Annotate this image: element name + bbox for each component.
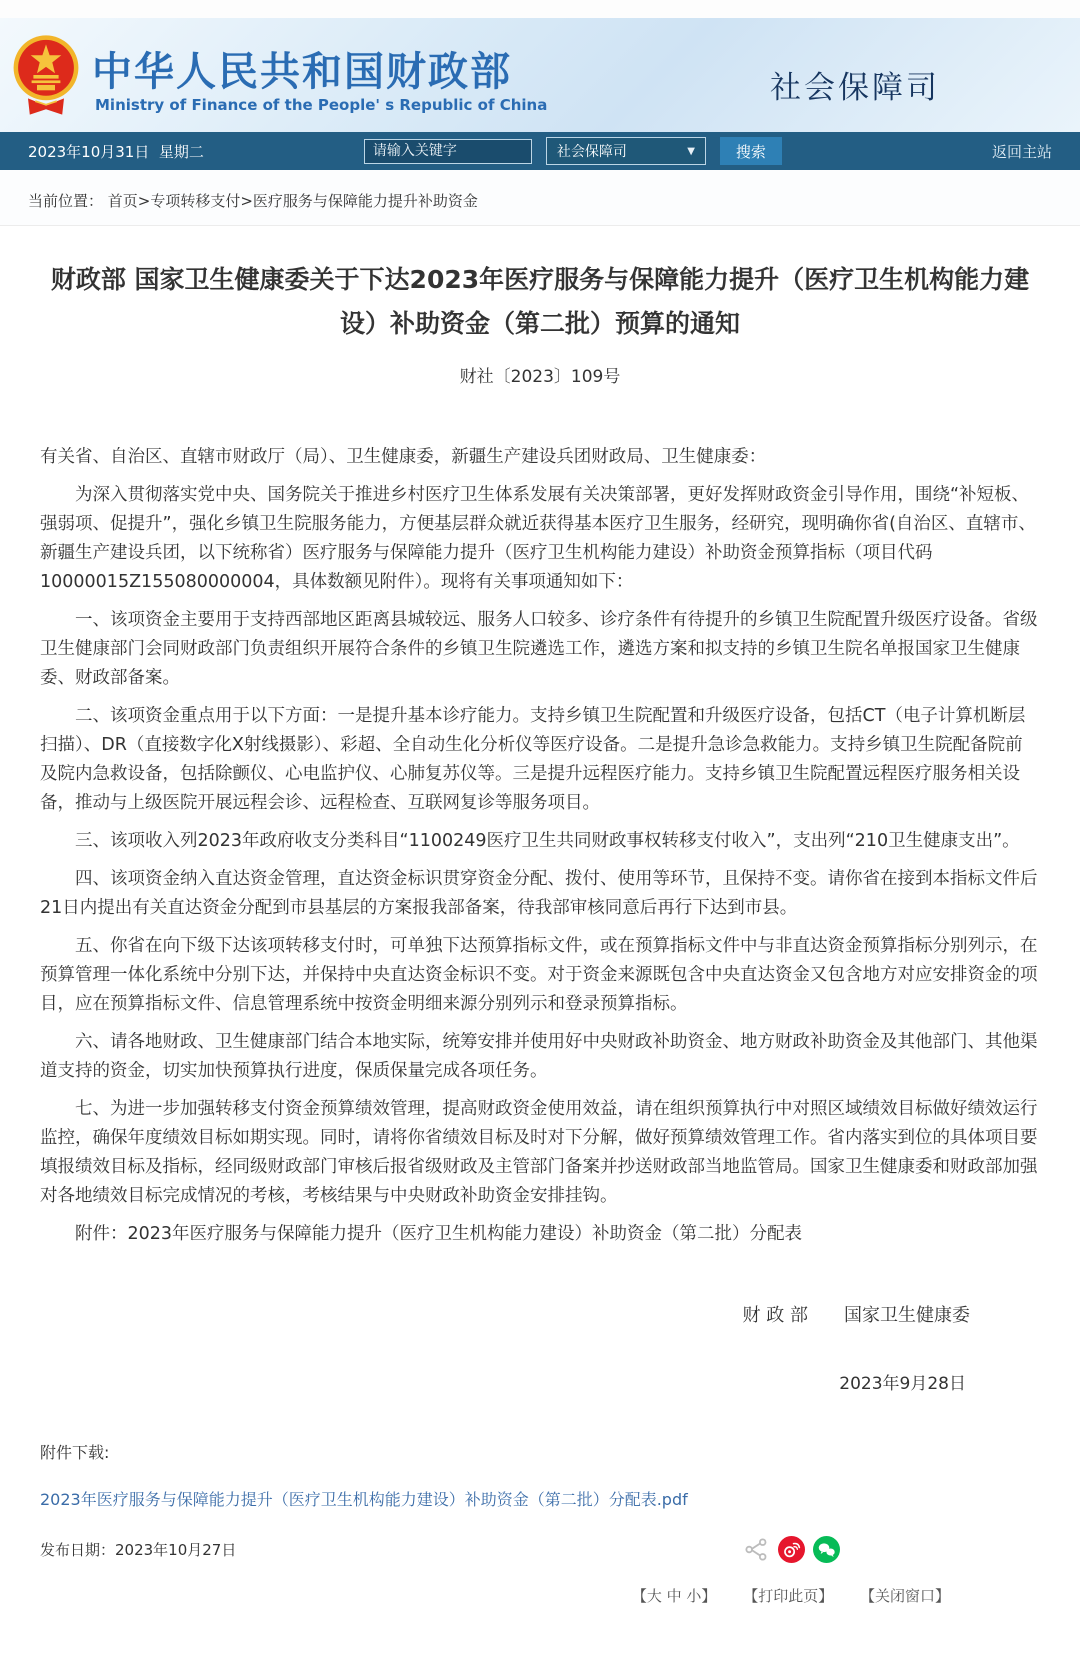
site-title: 中华人民共和国财政部 (92, 49, 512, 95)
attachment-line: 附件：2023年医疗服务与保障能力提升（医疗卫生机构能力建设）补助资金（第二批）分配表 (75, 1224, 803, 1244)
share-icon[interactable] (743, 1536, 770, 1563)
paragraph-1: 为深入贯彻落实党中央、国务院关于推进乡村医疗卫生体系发展有关决策部署，更好发挥财政资金引导作用，围绕“补短板、强弱项、促提升”，强化乡镇卫生院服务能力，方便基层群众就近获得基本医疗卫生服务，经研究，现明确你省(自治区、直辖市、新疆生产建设兵团，以下统称省）医疗服务与保障能力提升（医疗卫生机构能力建设）补助资金预算指标（项目代码10000015Z155080000004，具体数额见附件）。现将有关事项通知如下： (40, 485, 1036, 592)
signature: 财 政 部 国家卫生健康委 (742, 1305, 970, 1326)
navbar (0, 132, 1080, 170)
breadcrumb-trail[interactable]: 首页>专项转移支付>医疗服务与保障能力提升补助资金 (107, 192, 478, 210)
search-input[interactable] (364, 139, 532, 164)
breadcrumb (0, 170, 1080, 226)
document-number: 财社〔2023〕109号 (459, 367, 621, 387)
document-area (0, 258, 1080, 1606)
top-strip (0, 0, 1080, 18)
paragraph-6: 五、你省在向下级下达该项转移支付时，可单独下达预算指标文件，或在预算指标文件中与非直达资金预算指标分别列示，在预算管理一体化系统中分别下达，并保持中央直达资金标识不变。对于资金来源既包含中央直达资金又包含地方对应安排资金的项目，应在预算指标文件、信息管理系统中按资金明细来源分别列示和登录预算指标。 (40, 936, 1038, 1014)
font-size-control[interactable]: 【大 中 小】 (631, 1587, 717, 1605)
paragraph-4: 三、该项收入列2023年政府收支分类科目“1100249医疗卫生共同财政事权转移支付收入”，支出列“210卫生健康支出”。 (75, 831, 1020, 851)
share-icons (743, 1536, 840, 1563)
search-area (364, 137, 782, 165)
attachment-download-label: 附件下载: (40, 1443, 110, 1462)
paragraph-5: 四、该项资金纳入直达资金管理，直达资金标识贯穿资金分配、拨付、使用等环节，且保持不变。请你省在接到本指标文件后21日内提出有关直达资金分配到市县基层的方案报我部备案，待我部审核同意后再行下达到市县。 (40, 869, 1038, 918)
paragraph-8: 七、为进一步加强转移支付资金预算绩效管理，提高财政资金使用效益，请在组织预算执行中对照区域绩效目标做好绩效运行监控，确保年度绩效目标如期实现。同时，请将你省绩效目标及时对下分解，做好预算绩效管理工作。省内落实到位的具体项目要填报绩效目标及指标，经同级财政部门审核后报省级财政及主管部门备案并抄送财政部当地监管局。国家卫生健康委和财政部加强对各地绩效目标完成情况的考核，考核结果与中央财政补助资金安排挂钩。 (40, 1099, 1038, 1206)
current-date: 2023年10月31日 星期二 (28, 142, 204, 161)
close-window-link[interactable]: 【关闭窗口】 (859, 1587, 950, 1605)
paragraph-2: 一、该项资金主要用于支持西部地区距离县城较远、服务人口较多、诊疗条件有待提升的乡镇卫生院配置升级医疗设备。省级卫生健康部门会同财政部门负责组织开展符合条件的乡镇卫生院遴选工作，遴选方案和拟支持的乡镇卫生院名单报国家卫生健康委、财政部备案。 (40, 610, 1038, 688)
salutation: 有关省、自治区、直辖市财政厅（局）、卫生健康委，新疆生产建设兵团财政局、卫生健康委： (40, 447, 767, 467)
print-page-link[interactable]: 【打印此页】 (743, 1587, 834, 1605)
signature-date: 2023年9月28日 (839, 1374, 966, 1394)
document-title: 财政部 国家卫生健康委关于下达2023年医疗服务与保障能力提升（医疗卫生机构能力建设）补助资金（第二批）预算的通知 (50, 265, 1030, 338)
search-button[interactable]: 搜索 (720, 137, 782, 165)
document-body (40, 443, 1040, 1249)
wechat-icon[interactable] (813, 1536, 840, 1563)
page-footer (40, 1585, 1040, 1606)
breadcrumb-label: 当前位置： (28, 192, 104, 210)
national-emblem-icon (10, 30, 82, 120)
department-name: 社会保障司 (770, 70, 940, 106)
chevron-down-icon: ▼ (687, 145, 695, 157)
paragraph-7: 六、请各地财政、卫生健康部门结合本地实际，统筹安排并使用好中央财政补助资金、地方财政补助资金及其他部门、其他渠道支持的资金，切实加快预算执行进度，保质保量完成各项任务。 (40, 1032, 1038, 1081)
weibo-icon[interactable] (778, 1536, 805, 1563)
search-scope-value: 社会保障司 (556, 144, 627, 160)
site-header (0, 18, 1080, 132)
publish-date: 发布日期：2023年10月27日 (40, 1541, 237, 1559)
publish-row (40, 1536, 1040, 1563)
search-scope-select[interactable] (546, 137, 706, 165)
back-to-main-site-link[interactable]: 返回主站 (991, 142, 1052, 161)
paragraph-3: 二、该项资金重点用于以下方面：一是提升基本诊疗能力。支持乡镇卫生院配置和升级医疗设备，包括CT（电子计算机断层扫描）、DR（直接数字化X射线摄影）、彩超、全自动生化分析仪等医疗设备。二是提升急诊急救能力。支持乡镇卫生院配备院前及院内急救设备，包括除颤仪、心电监护仪、心肺复苏仪等。三是提升远程医疗能力。支持乡镇卫生院配置远程医疗服务相关设备，推动与上级医院开展远程会诊、远程检查、互联网复诊等服务项目。 (40, 706, 1026, 813)
site-subtitle: Ministry of Finance of the People' s Republic of China (95, 96, 548, 114)
attachment-pdf-link[interactable]: 2023年医疗服务与保障能力提升（医疗卫生机构能力建设）补助资金（第二批）分配表.pdf (40, 1490, 688, 1509)
